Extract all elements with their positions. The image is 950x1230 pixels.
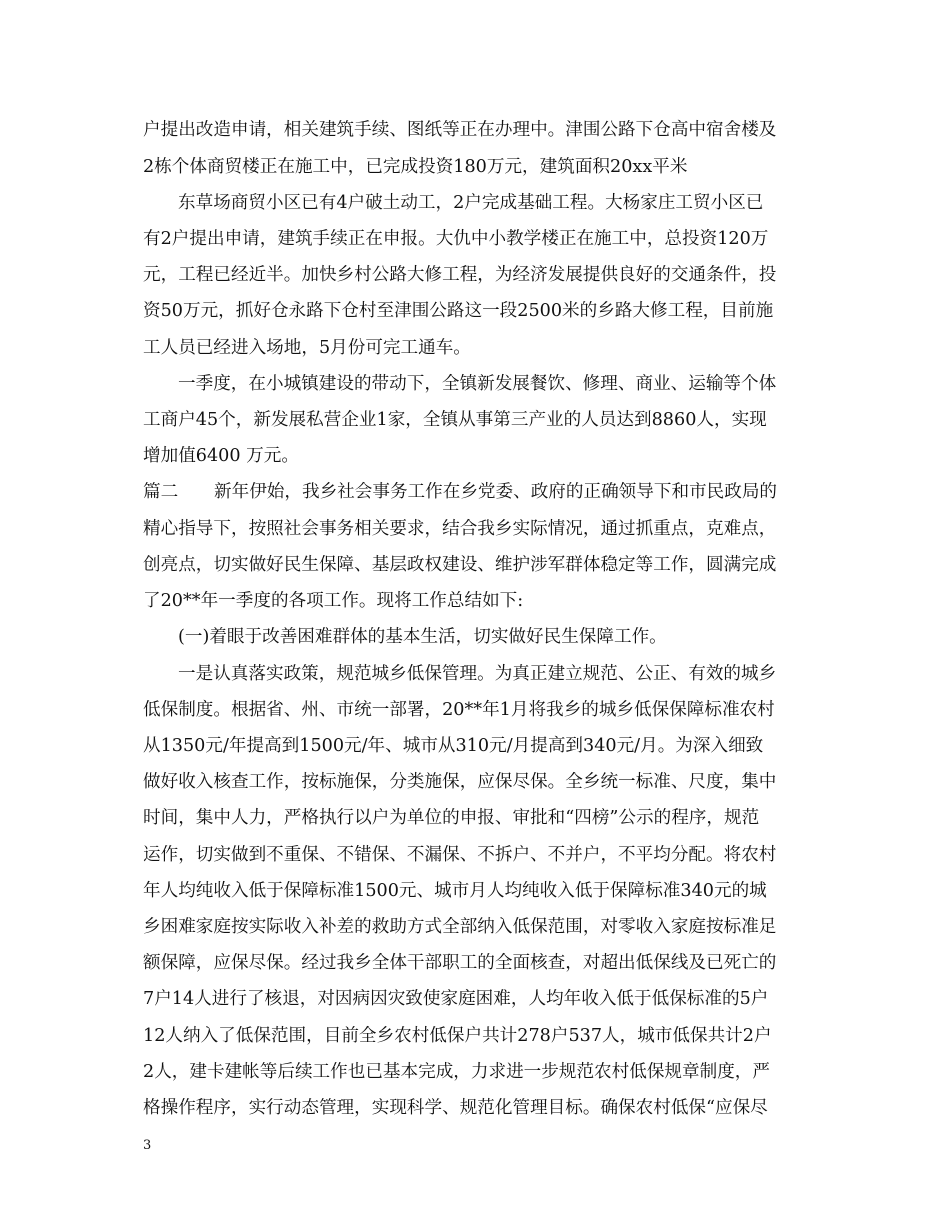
paragraph-line: 7户14人进行了核退，对因病因灾致使家庭困难，人均年收入低于低保标准的5户: [143, 989, 769, 1009]
paragraph-line: 做好收入核查工作，按标施保，分类施保，应保尽保。全乡统一标准、尺度，集中: [143, 772, 777, 792]
paragraph-line: 增加值6400 万元。: [143, 446, 299, 466]
paragraph-line: 格操作程序，实行动态管理，实现科学、规范化管理目标。确保农村低保“应保尽: [143, 1098, 768, 1118]
paragraph-line: 时间，集中人力，严格执行以户为单位的申报、审批和“四榜”公示的程序，规范: [143, 808, 760, 828]
paragraph-line: 创亮点，切实做好民生保障、基层政权建设、维护涉军群体稳定等工作，圆满完成: [143, 555, 777, 575]
paragraph-line: 从1350元/年提高到1500元/年、城市从310元/月提高到340元/月。为深入细致: [143, 736, 764, 756]
paragraph-line: 新年伊始，我乡社会事务工作在乡党委、政府的正确领导下和市民政局的: [214, 482, 778, 502]
paragraph-line: 一是认真落实政策，规范城乡低保管理。为真正建立规范、公正、有效的城乡: [178, 664, 777, 684]
paragraph-line: 工商户45个，新发展私营企业1家，全镇从事第三产业的人员达到8860人，实现: [143, 410, 767, 430]
paragraph-line: 12人纳入了低保范围，目前全乡农村低保户共计278户537人，城市低保共计2户: [143, 1026, 772, 1046]
paragraph-line: 有2户提出申请，建筑手续正在申报。大仇中小教学楼正在施工中，总投资120万: [143, 229, 769, 249]
section-heading: (一)着眼于改善困难群体的基本生活，切实做好民生保障工作。: [178, 627, 667, 647]
paragraph-line: 一季度，在小城镇建设的带动下，全镇新发展餐饮、修理、商业、运输等个体: [178, 374, 777, 394]
paragraph-line: 年人均纯收入低于保障标准1500元、城市月人均纯收入低于保障标准340元的城: [143, 881, 767, 901]
page-number: 3: [143, 1138, 152, 1153]
section-label: 篇二: [143, 482, 179, 502]
paragraph-line: 东草场商贸小区已有4户破土动工，2户完成基础工程。大杨家庄工贸小区已: [178, 193, 764, 213]
paragraph-line: 资50万元，抓好仓永路下仓村至津围公路这一段2500米的乡路大修工程，目前施: [143, 301, 774, 321]
paragraph-line: 运作，切实做到不重保、不错保、不漏保、不拆户、不并户，不平均分配。将农村: [143, 845, 777, 865]
paragraph-line: 户提出改造申请，相关建筑手续、图纸等正在办理中。津围公路下仓高中宿舍楼及: [143, 120, 777, 140]
paragraph-line: 低保制度。根据省、州、市统一部署，20**年1月将我乡的城乡低保保障标准农村: [143, 700, 775, 720]
paragraph-line: 了20**年一季度的各项工作。现将工作总结如下:: [143, 591, 524, 611]
paragraph-line: 2栋个体商贸楼正在施工中，已完成投资180万元，建筑面积20xx平米: [143, 157, 688, 177]
paragraph-line: 工人员已经进入场地，5月份可完工通车。: [143, 338, 471, 358]
paragraph-line: 额保障，应保尽保。经过我乡全体干部职工的全面核查，对超出低保线及已死亡的: [143, 953, 777, 973]
paragraph-line: 乡困难家庭按实际收入补差的救助方式全部纳入低保范围，对零收入家庭按标准足: [143, 917, 777, 937]
paragraph-line: 精心指导下，按照社会事务相关要求，结合我乡实际情况，通过抓重点，克难点，: [143, 519, 777, 539]
paragraph-line: 2人，建卡建帐等后续工作也已基本完成，力求进一步规范农村低保规章制度，严: [143, 1062, 770, 1082]
paragraph-line: 元，工程已经近半。加快乡村公路大修工程，为经济发展提供良好的交通条件，投: [143, 265, 777, 285]
